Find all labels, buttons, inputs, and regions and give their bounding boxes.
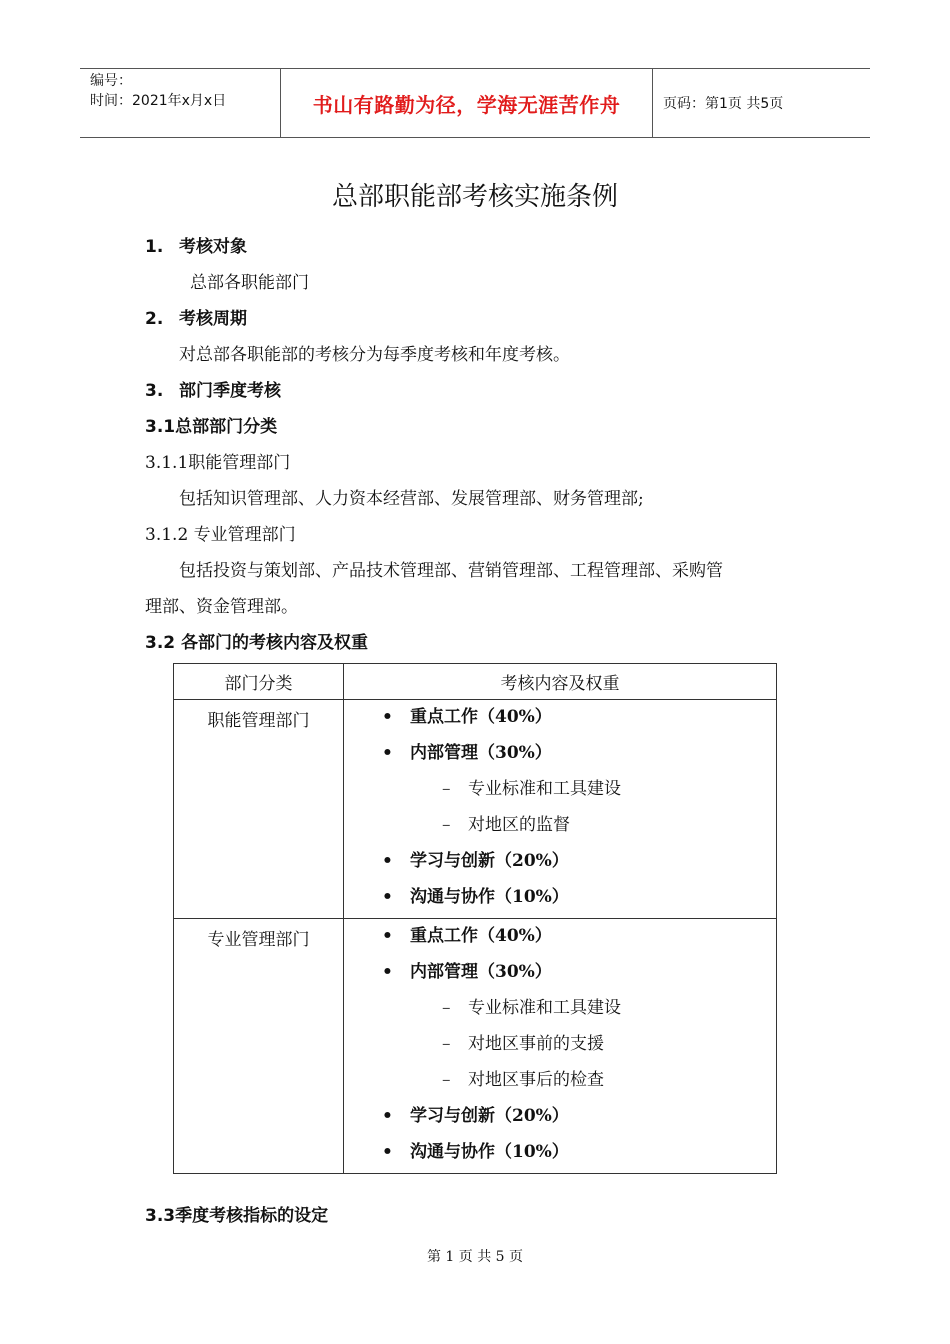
section-3-1-2-text-line1: 包括投资与策划部、产品技术管理部、营销管理部、工程管理部、采购管: [179, 561, 723, 581]
section-2-title: 考核周期: [179, 309, 247, 329]
list-item: • 内部管理（30%）: [344, 957, 776, 993]
row2-content: [344, 919, 777, 1174]
row2-category: 专业管理部门: [174, 919, 344, 1174]
list-item: • 内部管理（30%）: [344, 738, 776, 774]
section-1-number: 1.: [145, 237, 164, 257]
section-3-1-heading: 3.1总部部门分类: [145, 417, 278, 437]
section-3-1-1-text: 包括知识管理部、人力资本经营部、发展管理部、财务管理部;: [179, 489, 644, 509]
section-3-3-heading: 3.3季度考核指标的设定: [145, 1206, 329, 1226]
list-item: • 沟通与协作（10%）: [344, 882, 776, 918]
list-item: • 学习与创新（20%）: [344, 1101, 776, 1137]
table-header-content: 考核内容及权重: [344, 664, 777, 700]
section-1-text: 总部各职能部门: [190, 273, 309, 293]
table-header-category: 部门分类: [174, 664, 344, 700]
list-subitem: – 对地区事前的支援: [344, 1029, 776, 1065]
row1-item-list: [344, 702, 776, 918]
row1-content: [344, 700, 777, 919]
list-subitem: – 专业标准和工具建设: [344, 993, 776, 1029]
header-meta: [80, 69, 281, 137]
table-row: [174, 919, 777, 1174]
section-2-number: 2.: [145, 309, 164, 329]
assessment-weight-table: [173, 663, 777, 1174]
section-2-text: 对总部各职能部的考核分为每季度考核和年度考核。: [179, 345, 570, 365]
list-subitem: – 专业标准和工具建设: [344, 774, 776, 810]
table-row: [174, 700, 777, 919]
row2-item-list: [344, 921, 776, 1173]
section-3-2-heading: 3.2 各部门的考核内容及权重: [145, 633, 369, 653]
section-1-title: 考核对象: [179, 237, 247, 257]
page-footer: 第 1 页 共 5 页: [426, 1249, 524, 1265]
list-subitem: – 对地区事后的检查: [344, 1065, 776, 1101]
section-3-1-1-heading: 3.1.1职能管理部门: [145, 453, 291, 473]
section-1-heading: [145, 235, 247, 259]
header-motto-cell: [281, 69, 653, 137]
section-3-1-2-heading: 3.1.2 专业管理部门: [145, 525, 296, 545]
section-3-number: 3.: [145, 381, 164, 401]
list-subitem: – 对地区的监督: [344, 810, 776, 846]
list-item: • 沟通与协作（10%）: [344, 1137, 776, 1173]
header-number: 编号：: [90, 73, 132, 89]
list-item: • 重点工作（40%）: [344, 702, 776, 738]
section-3-heading: [145, 379, 281, 403]
header-motto: 书山有路勤为径，学海无涯苦作舟: [312, 92, 621, 117]
section-2-heading: [145, 307, 247, 331]
table-header-row: [174, 664, 777, 700]
header-page-info: 页码：第1页 共5页: [663, 96, 784, 112]
list-item: • 学习与创新（20%）: [344, 846, 776, 882]
row1-category: 职能管理部门: [174, 700, 344, 919]
page-header: [80, 68, 870, 138]
section-3-1-2-text-line2: 理部、资金管理部。: [145, 597, 298, 617]
list-item: • 重点工作（40%）: [344, 921, 776, 957]
document-title: 总部职能部考核实施条例: [331, 182, 618, 212]
section-3-title: 部门季度考核: [179, 381, 281, 401]
header-date: 时间：2021年x月x日: [90, 93, 227, 109]
